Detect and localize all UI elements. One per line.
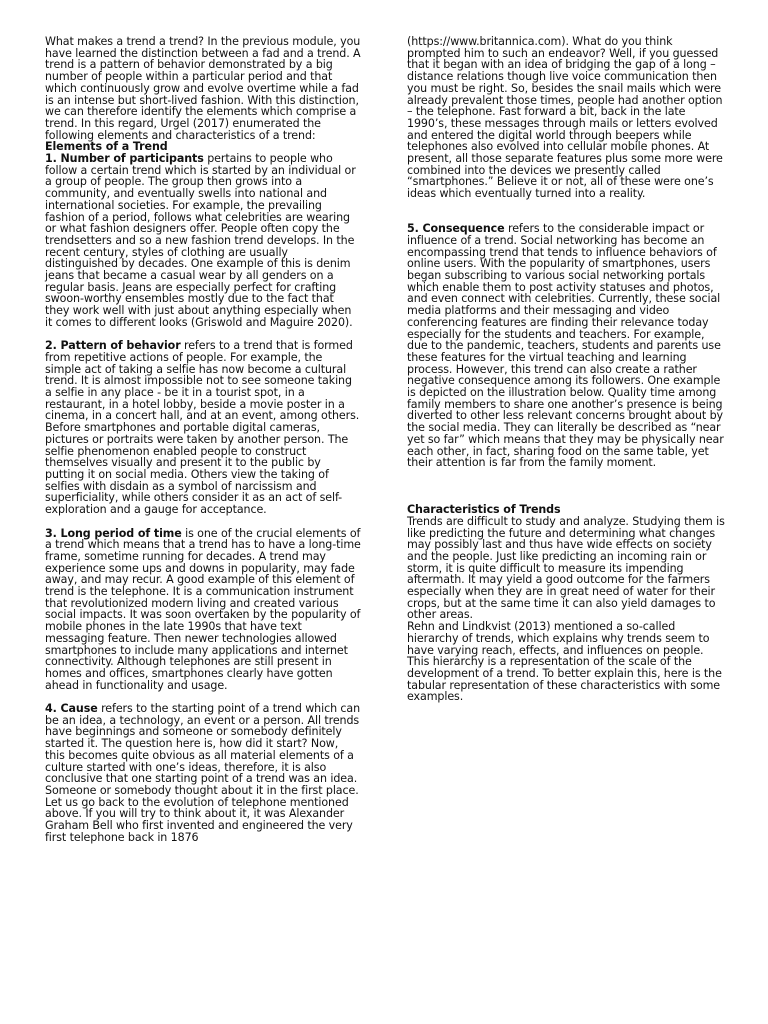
- right-column: [407, 36, 725, 703]
- element-term: 4. Cause: [45, 702, 98, 716]
- element-cause: [45, 703, 361, 843]
- element-description: refers to a trend that is formed from repetitive actions of people. For example, the simple act of taking a selfie has now become a cultural trend. It is almost impossible not to see someone taking a selfie in any place - be it in a tourist spot, in a restaurant, in a hotel lobby, beside a movie poster in a cinema, in a concert hall, and at an event, among others. Before smartphones and portable digital cameras, pictures or portraits were taken by another person. The selfie phenomenon enabled people to construct themselves visually and present it to the public by putting it on social media. Others view the taking of selfies with disdain as a symbol of narcissism and superficiality, while others consider it as an act of self-exploration and a gauge for acceptance.: [45, 339, 360, 517]
- left-column: [45, 36, 361, 843]
- element-number-of-participants: [45, 153, 361, 329]
- characteristics-paragraph-2: Rehn and Lindkvist (2013) mentioned a so-called hierarchy of trends, which explains why trends seem to have varying reach, effects, and influences on people. This hierarchy is a representation of the scale of the development of a trend. To better explain this, here is the tabular representation of these characteristics with some examples.: [407, 620, 722, 704]
- element-term: 5. Consequence: [407, 222, 505, 236]
- element-description: refers to the considerable impact or influence of a trend. Social networking has become an encompassing trend that tends to influence behaviors of online users. With the popularity of smartphones, users began subscribing to various social networking portals which enable them to post activity statuses and photos, and even connect with celebrities. Currently, these social media platforms and their messaging and video conferencing features are finding their relevance today especially for the students and teachers. For example, due to the pandemic, teachers, students and parents use these features for the virtual teaching and learning process. However, this trend can also create a rather negative consequence among its followers. One example is depicted on the illustration below. Quality time among family members to share one another’s presence is being diverted to other less relevant concerns brought about by the social media. They can literally be described as “near yet so far” which means that they may be physically near each other, in fact, sharing food on the same table, yet their attention is far from the family moment.: [407, 222, 724, 470]
- cause-continuation-paragraph: (https://www.britannica.com). What do you think prompted him to such an endeavor? Well, if you guessed that it began with an idea of bridging the gap of a long – distance relations though live voice communication then you must be right. So, besides the snail mails which were already prevalent those times, people had another option – the telephone. Fast forward a bit, back in the late 1990’s, these messages through mails or letters evolved and entered the digital world through beepers while telephones also evolved into cellular mobile phones. At present, all those separate features plus some more were combined into the devices we presently called “smartphones.” Believe it or not, all of these were one’s ideas which eventually turned into a reality.: [407, 35, 723, 201]
- element-description: pertains to people who follow a certain trend which is started by an individual or a group of people. The group then grows into a community, and eventually swells into national and international societies. For example, the prevailing fashion of a period, follows what celebrities are wearing or what fashion designers offer. People often copy the trendsetters and so a new fashion trend develops. In the recent century, styles of clothing are usually distinguished by decades. One example of this is denim jeans that became a casual wear by all genders on a regular basis. Jeans are especially perfect for crafting swoon-worthy ensembles mostly due to the fact that they work well with just about anything especially when it comes to different looks (Griswold and Maguire 2020).: [45, 152, 356, 329]
- element-consequence: [407, 223, 725, 469]
- element-term: 2. Pattern of behavior: [45, 339, 181, 353]
- elements-heading: Elements of a Trend: [45, 140, 168, 154]
- characteristics-heading: Characteristics of Trends: [407, 503, 561, 517]
- characteristics-paragraph-1: Trends are difficult to study and analyze. Studying them is like predicting the future and determining what changes may possibly last and thus have wide effects on society and the people. Just like predicting an incoming rain or storm, it is quite difficult to measure its impending aftermath. It may yield a good outcome for the farmers especially when they are in great need of water for their crops, but at the same time it can also yield damages to other areas.: [407, 514, 725, 622]
- element-description: refers to the starting point of a trend which can be an idea, a technology, an event or a person. All trends have beginnings and someone or somebody definitely started it. The question here is, how did it start? Now, this becomes quite obvious as all material elements of a culture started with one’s ideas, therefore, it is also conclusive that one starting point of a trend was an idea. Someone or somebody thought about it in the first place. Let us go back to the evolution of telephone mentioned above. If you will try to think about it, it was Alexander Graham Bell who first invented and engineered the very first telephone back in 1876: [45, 702, 361, 844]
- intro-paragraph: What makes a trend a trend? In the previous module, you have learned the distinction between a fad and a trend. A trend is a pattern of behavior demonstrated by a big number of people within a particular period and that which continuously grow and evolve overtime while a fad is an intense but short-lived fashion. With this distinction, we can therefore identify the elements which comprise a trend. In this regard, Urgel (2017) enumerated the following elements and characteristics of a trend:: [45, 35, 361, 142]
- element-pattern-of-behavior: [45, 340, 361, 516]
- element-long-period-of-time: [45, 528, 361, 692]
- element-term: 3. Long period of time: [45, 526, 182, 540]
- element-term: 1. Number of participants: [45, 152, 204, 166]
- element-description: is one of the crucial elements of a trend which means that a trend has to have a long-time frame, sometime running for decades. A trend may experience some ups and downs in popularity, may fade away, and may recur. A good example of this element of trend is the telephone. It is a communication instrument that revolutionized modern living and created various social impacts. It was soon overtaken by the popularity of mobile phones in the late 1990s that have text messaging feature. Then newer technologies allowed smartphones to include many applications and internet connectivity. Although telephones are still present in homes and offices, smartphones clearly have gotten ahead in functionality and usage.: [45, 526, 361, 692]
